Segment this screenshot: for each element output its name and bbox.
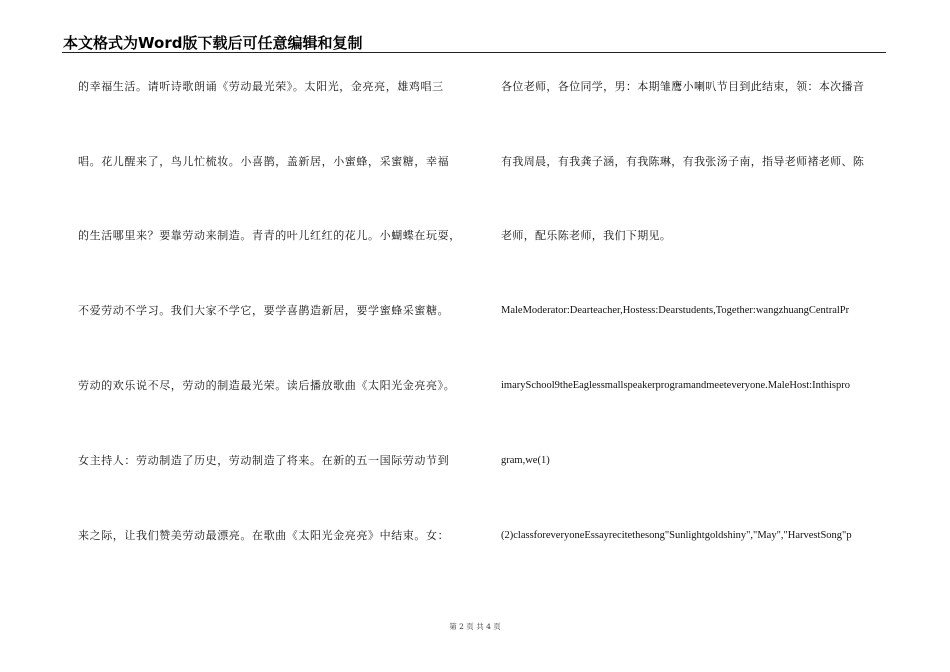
right-line-6: gram,we(1) [501, 455, 550, 466]
right-line-7: (2)classforeveryoneEssayrecitethesong"Sunlightgoldshiny","May","HarvestSong"p [501, 530, 852, 541]
left-line-7: 来之际，让我们赞美劳动最漂亮。在歌曲《太阳光金亮亮》中结束。女： [78, 529, 450, 542]
right-line-2: 有我周晨，有我龚子涵，有我陈琳，有我张汤子南，指导老师褚老师、陈 [501, 155, 865, 168]
left-line-3: 的生活哪里来？要靠劳动来制造。青青的叶儿红红的花儿。小蝴蝶在玩耍， [78, 229, 461, 242]
document-header-title: 本文格式为Word版下载后可任意编辑和复制 [63, 34, 363, 52]
left-line-1: 的幸福生活。请听诗歌朗诵《劳动最光荣》。太阳光，金亮亮，雄鸡唱三 [78, 80, 444, 93]
right-line-5: imarySchool9theEaglessmallspeakerprogramandmeeteveryone.MaleHost:Inthispro [501, 380, 851, 391]
right-line-1: 各位老师，各位同学，男：本期雏鹰小喇叭节目到此结束，领：本次播音 [501, 80, 865, 93]
left-line-4: 不爱劳动不学习。我们大家不学它，要学喜鹊造新居，要学蜜蜂采蜜糖。 [78, 304, 450, 317]
left-line-6: 女主持人：劳动制造了历史，劳动制造了将来。在新的五一国际劳动节到 [78, 454, 450, 467]
header-divider [62, 52, 886, 53]
right-line-3: 老师，配乐陈老师，我们下期见。 [501, 229, 672, 242]
page-number-footer: 第 2 页 共 4 页 [449, 622, 501, 631]
left-line-2: 唱。花儿醒来了，鸟儿忙梳妆。小喜鹊，盖新居，小蜜蜂，采蜜糖，幸福 [78, 155, 450, 168]
right-line-4: MaleModerator:Dearteacher,Hostess:Dearstudents,Together:wangzhuangCentralPr [501, 305, 850, 316]
left-line-5: 劳动的欢乐说不尽，劳动的制造最光荣。读后播放歌曲《太阳光金亮亮》。 [78, 379, 456, 392]
